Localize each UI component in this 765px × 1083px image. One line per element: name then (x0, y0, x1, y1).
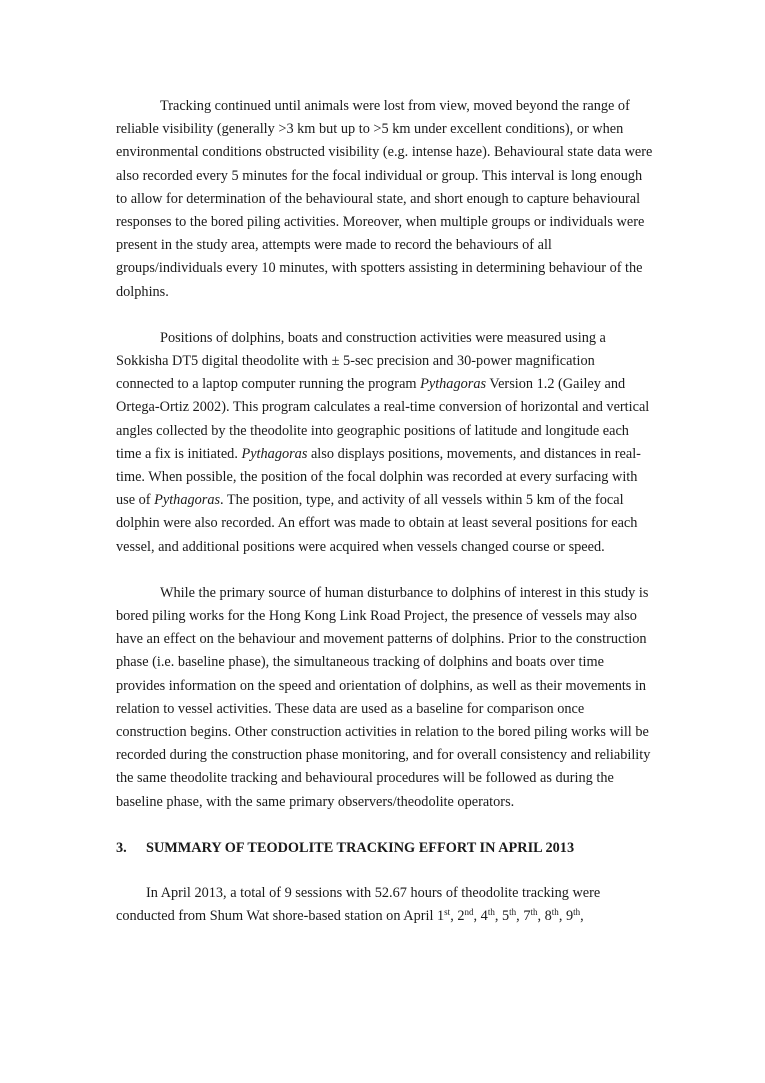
date-day: 7 (523, 908, 531, 925)
paragraph-positions-text-4: . The position, type, and activity of all vessels within 5 km of the focal dolphin were also recorded. An effort was made to obtain at least several positions for each vessel, and additional positions were acquired when vessels changed course or speed. (116, 492, 638, 555)
date-ordinal-suffix: th (487, 907, 495, 918)
date-separator: , (558, 908, 566, 925)
date-item (523, 908, 544, 924)
software-name-pythagoras: Pythagoras (241, 445, 308, 462)
date-list (437, 908, 584, 924)
section-title: SUMMARY OF TEODOLITE TRACKING EFFORT IN APRIL 2013 (146, 839, 575, 856)
date-item (481, 908, 502, 924)
date-day: 1 (437, 908, 445, 925)
date-item (545, 908, 566, 924)
date-ordinal-suffix: th (551, 907, 559, 918)
section-heading (116, 837, 656, 860)
software-name-pythagoras: Pythagoras (420, 376, 487, 393)
paragraph-disturbance: While the primary source of human disturbance to dolphins of interest in this study is bored piling works for the Hong Kong Link Road Project, the presence of vessels may also have an effect on the behaviour and movement patterns of dolphins. Prior to the construction phase (i.e. baseline phase), the simultaneous tracking of dolphins and boats over time provides information on the speed and orientation of dolphins, as well as their movements in relation to vessel activities. These data are used as a baseline for comparison once construction begins. Other construction activities in relation to the bored piling works will be recorded during the construction phase monitoring, and for overall consistency and reliability the same theodolite tracking and behavioural procedures will be followed as during the baseline phase, with the same primary observers/theodolite operators. (116, 584, 651, 810)
date-ordinal-suffix: th (573, 907, 581, 918)
date-ordinal-suffix: th (509, 907, 517, 918)
date-separator: , (450, 908, 458, 925)
date-ordinal-suffix: th (530, 907, 538, 918)
software-name-pythagoras: Pythagoras (154, 492, 221, 509)
date-day: 5 (501, 908, 510, 925)
date-day: 2 (457, 908, 465, 925)
date-separator: , (473, 908, 481, 925)
date-item (566, 908, 584, 924)
date-separator: , (580, 908, 584, 925)
paragraph-positions-text-1: Positions of dolphins, boats and construction activities were measured using a Sokkisha DT5 digital theodolite with ± 5-sec precision and 30-power magnification connected to a laptop computer running the program (116, 329, 606, 393)
date-item (437, 908, 457, 924)
paragraph-summary (116, 882, 656, 928)
date-separator: , (494, 908, 502, 925)
date-ordinal-suffix: nd (464, 907, 474, 918)
document-page (116, 95, 656, 929)
date-day: 9 (565, 908, 574, 925)
paragraph-positions-text-3: also displays positions, movements, and distances in real-time. When possible, the position of the focal dolphin was recorded at every surfacing with use of (116, 445, 641, 509)
paragraph-positions (116, 327, 656, 559)
date-ordinal-suffix: st (444, 907, 451, 918)
paragraph-positions-text-2: Version 1.2 (Gailey and Ortega-Ortiz 2002). This program calculates a real-time conversion of horizontal and vertical angles collected by the theodolite into geographic positions of latitude and longitude each time a fix is initiated. (116, 376, 650, 462)
date-item (502, 908, 523, 924)
paragraph-tracking: Tracking continued until animals were lost from view, moved beyond the range of reliable visibility (generally >3 km but up to >5 km under excellent conditions), or when environmental conditions obstructed visibility (e.g. intense haze). Behavioural state data were also recorded every 5 minutes for the focal individual or group. This interval is long enough to allow for determination of the behavioural state, and short enough to capture behavioural responses to the bored piling activities. Moreover, when multiple groups or individuals were present in the study area, attempts were made to record the behaviours of all groups/individuals every 10 minutes, with spotters assisting in determining behaviour of the dolphins. (116, 98, 653, 300)
paragraph-summary-text: In April 2013, a total of 9 sessions with 52.67 hours of theodolite tracking were conducted from Shum Wat shore-based station on April (116, 885, 601, 925)
date-separator: , (516, 908, 524, 925)
date-item (457, 908, 480, 924)
date-day: 4 (480, 908, 488, 925)
date-separator: , (537, 908, 545, 925)
section-number: 3. (116, 839, 127, 856)
date-day: 8 (544, 908, 552, 925)
